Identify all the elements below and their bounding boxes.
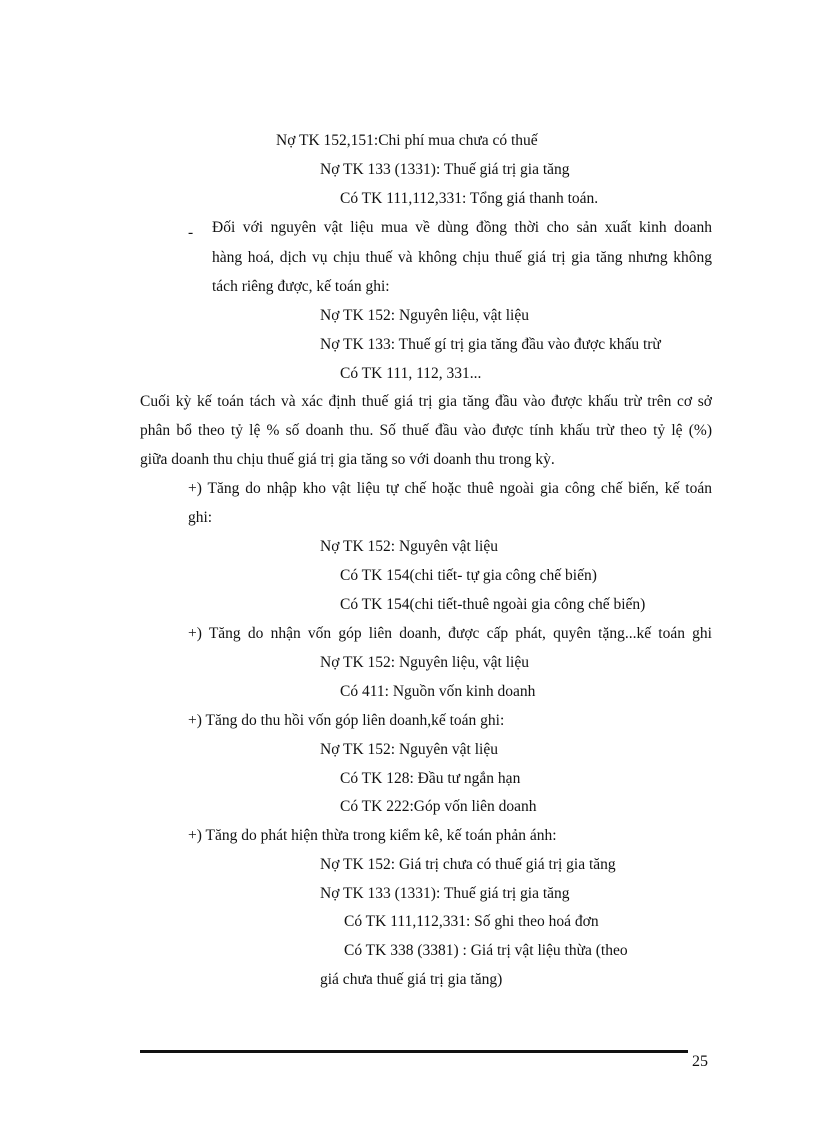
text-line: Nợ TK 152: Nguyên vật liệu bbox=[320, 538, 498, 555]
footer-rule bbox=[140, 1050, 688, 1053]
text-line: +) Tăng do phát hiện thừa trong kiểm kê, kế toán phản ánh: bbox=[188, 827, 557, 844]
text-line: ghi: bbox=[188, 509, 213, 526]
text-line: +) Tăng do nhập kho vật liệu tự chế hoặc thuê ngoài gia công chế biến, kế toán bbox=[188, 480, 712, 497]
text-line: Có TK 128: Đầu tư ngắn hạn bbox=[340, 770, 521, 787]
text-line: Có TK 111,112,331: Số ghi theo hoá đơn bbox=[344, 913, 599, 930]
text-line: +) Tăng do nhận vốn góp liên doanh, được cấp phát, quyên tặng...kế toán ghi bbox=[188, 625, 712, 642]
text-line: Có TK 222:Góp vốn liên doanh bbox=[340, 798, 537, 815]
bullet-dash: - bbox=[188, 224, 194, 241]
text-line: Có TK 154(chi tiết-thuê ngoài gia công chế biến) bbox=[340, 596, 646, 613]
text-line: hàng hoá, dịch vụ chịu thuế và không chịu thuế giá trị gia tăng nhưng không bbox=[212, 249, 712, 266]
text-line: Nợ TK 152: Nguyên liệu, vật liệu bbox=[320, 307, 529, 324]
text-line: Nợ TK 152: Giá trị chưa có thuế giá trị gia tăng bbox=[320, 856, 616, 873]
text-line: Nợ TK 133 (1331): Thuế giá trị gia tăng bbox=[320, 885, 570, 902]
text-line: giữa doanh thu chịu thuế giá trị gia tăng so với doanh thu trong kỳ. bbox=[140, 451, 555, 468]
text-line: Có TK 111, 112, 331... bbox=[340, 365, 482, 382]
text-line: Nợ TK 133 (1331): Thuế giá trị gia tăng bbox=[320, 161, 570, 178]
text-line: Có TK 154(chi tiết- tự gia công chế biến) bbox=[340, 567, 597, 584]
text-line: Nợ TK 152: Nguyên liệu, vật liệu bbox=[320, 654, 529, 671]
text-line: Có TK 111,112,331: Tổng giá thanh toán. bbox=[340, 190, 599, 207]
text-line: Đối với nguyên vật liệu mua về dùng đồng thời cho sản xuất kinh doanh bbox=[212, 219, 712, 236]
text-line: Có 411: Nguồn vốn kinh doanh bbox=[340, 683, 536, 700]
text-line: Cuối kỳ kế toán tách và xác định thuế giá trị gia tăng đầu vào được khấu trừ trên cơ sở bbox=[140, 393, 712, 410]
text-line: phân bổ theo tỷ lệ % số doanh thu. Số thuế đầu vào được tính khấu trừ theo tỷ lệ (%) bbox=[140, 422, 712, 439]
page-number: 25 bbox=[692, 1053, 708, 1070]
text-line: tách riêng được, kế toán ghi: bbox=[212, 278, 390, 295]
text-line: Có TK 338 (3381) : Giá trị vật liệu thừa (theo bbox=[344, 942, 628, 959]
text-line: Nợ TK 152: Nguyên vật liệu bbox=[320, 741, 498, 758]
text-line: +) Tăng do thu hồi vốn góp liên doanh,kế toán ghi: bbox=[188, 712, 505, 729]
text-line: giá chưa thuế giá trị gia tăng) bbox=[320, 971, 503, 988]
text-line: Nợ TK 152,151:Chi phí mua chưa có thuế bbox=[276, 132, 538, 149]
text-line: Nợ TK 133: Thuế gí trị gia tăng đầu vào được khấu trừ bbox=[320, 336, 661, 353]
